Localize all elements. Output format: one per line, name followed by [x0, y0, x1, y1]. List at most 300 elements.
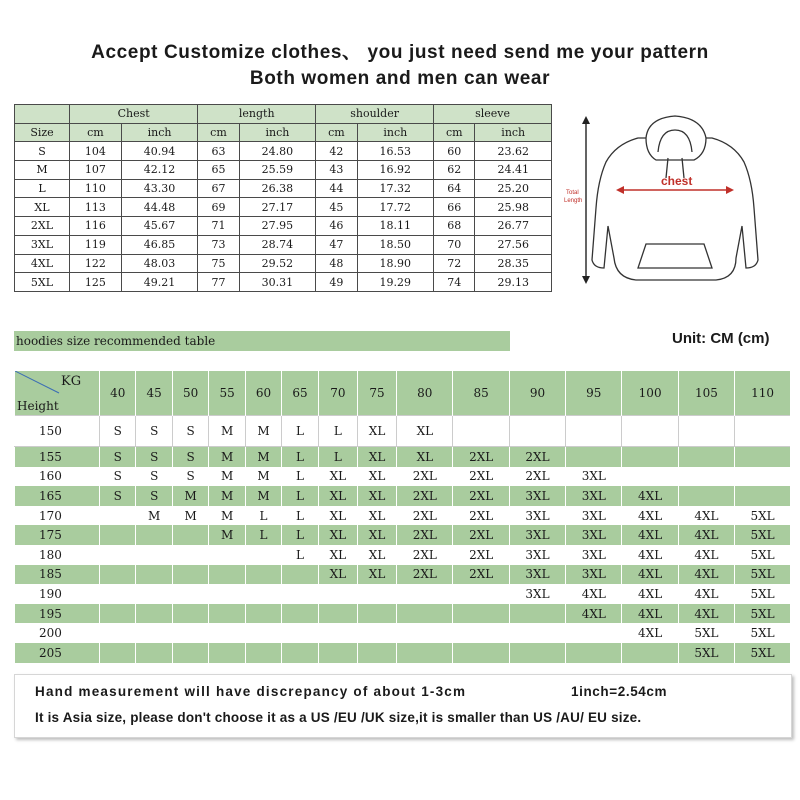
recommend-row	[15, 467, 791, 487]
size-table-row	[15, 161, 552, 180]
measurement-cell: 72	[434, 254, 475, 273]
recommended-size-cell: XL	[318, 467, 357, 487]
measurement-cell: 107	[70, 161, 122, 180]
chest-label: chest	[661, 174, 693, 188]
total-length-label: Total	[566, 190, 579, 196]
recommended-size-cell	[318, 623, 357, 643]
recommended-size-cell: 2XL	[397, 486, 453, 506]
recommended-size-cell	[100, 565, 136, 585]
recommended-size-cell	[209, 623, 245, 643]
recommended-size-cell	[509, 416, 565, 447]
unit-header: inch	[475, 123, 552, 142]
size-table-row	[15, 273, 552, 292]
measurement-cell: 27.56	[475, 235, 552, 254]
weight-header-cell: 85	[453, 371, 509, 416]
size-table-row	[15, 217, 552, 236]
measurement-cell: 28.74	[239, 235, 315, 254]
size-cell: L	[15, 179, 70, 198]
recommended-size-cell: M	[136, 506, 172, 526]
recommended-size-cell: 4XL	[622, 623, 678, 643]
measurement-cell: 68	[434, 217, 475, 236]
recommended-size-cell	[282, 604, 318, 624]
recommended-size-cell: XL	[357, 525, 396, 545]
header-line-1: Accept Customize clothes、 you just need send me your pattern	[91, 42, 709, 63]
measurement-cell: 49.21	[121, 273, 197, 292]
hoodie-diagram	[556, 108, 788, 288]
recommended-size-cell	[172, 525, 208, 545]
measurement-cell: 69	[198, 198, 239, 217]
recommended-size-cell: 5XL	[735, 584, 790, 604]
recommended-size-cell	[209, 584, 245, 604]
recommended-size-cell	[318, 604, 357, 624]
recommended-size-cell	[678, 416, 734, 447]
recommended-size-cell	[678, 486, 734, 506]
size-cell: 4XL	[15, 254, 70, 273]
recommended-size-cell: S	[172, 416, 208, 447]
recommended-size-cell: L	[318, 416, 357, 447]
unit-header: cm	[316, 123, 357, 142]
recommended-table-body	[15, 371, 791, 663]
measurement-cell: 49	[316, 273, 357, 292]
measurement-cell: 19.29	[357, 273, 433, 292]
recommended-size-cell: M	[209, 506, 245, 526]
height-cell: 160	[15, 467, 100, 487]
recommended-size-cell: 2XL	[453, 506, 509, 526]
recommended-size-cell: 4XL	[678, 604, 734, 624]
measurement-cell: 44	[316, 179, 357, 198]
recommended-size-cell	[318, 643, 357, 663]
recommended-size-cell: 2XL	[509, 447, 565, 467]
measurement-cell: 26.38	[239, 179, 315, 198]
recommended-size-cell: 3XL	[509, 525, 565, 545]
measurement-cell: 74	[434, 273, 475, 292]
recommended-size-cell	[622, 643, 678, 663]
total-length-arrow-icon	[582, 116, 590, 284]
group-header-chest: Chest	[70, 105, 198, 124]
group-header-sleeve: sleeve	[434, 105, 552, 124]
measurement-cell: 63	[198, 142, 239, 161]
recommended-size-cell: 2XL	[397, 525, 453, 545]
recommended-size-cell: 3XL	[566, 525, 622, 545]
recommended-size-cell	[245, 643, 281, 663]
recommended-size-cell	[453, 604, 509, 624]
measurement-cell: 60	[434, 142, 475, 161]
recommended-size-cell: L	[245, 525, 281, 545]
recommended-size-cell	[397, 643, 453, 663]
height-cell: 170	[15, 506, 100, 526]
measurement-cell: 70	[434, 235, 475, 254]
recommended-size-cell: XL	[357, 545, 396, 565]
recommended-size-cell	[209, 545, 245, 565]
recommended-size-cell: L	[282, 447, 318, 467]
recommended-size-cell	[678, 467, 734, 487]
measurement-cell: 42.12	[121, 161, 197, 180]
recommended-size-cell	[357, 584, 396, 604]
recommended-size-cell: XL	[357, 447, 396, 467]
recommended-size-cell	[100, 643, 136, 663]
recommend-row	[15, 643, 791, 663]
recommended-size-cell: 5XL	[735, 565, 790, 585]
recommended-size-cell	[282, 584, 318, 604]
weight-header-cell: 105	[678, 371, 734, 416]
recommended-size-cell: 4XL	[678, 506, 734, 526]
recommended-size-cell: M	[245, 486, 281, 506]
recommended-size-cell	[566, 643, 622, 663]
recommended-size-cell: XL	[318, 506, 357, 526]
recommended-size-cell: 2XL	[397, 565, 453, 585]
measurement-cell: 47	[316, 235, 357, 254]
weight-header-cell: 65	[282, 371, 318, 416]
measurement-cell: 104	[70, 142, 122, 161]
recommended-size-cell: 2XL	[453, 486, 509, 506]
recommended-size-cell: 3XL	[509, 506, 565, 526]
notes-box	[14, 674, 792, 738]
measurement-cell: 65	[198, 161, 239, 180]
recommended-size-cell	[453, 643, 509, 663]
note-line-1: Hand measurement will have discrepancy of about 1-3cm	[35, 684, 467, 699]
recommended-size-cell: XL	[357, 486, 396, 506]
recommended-size-cell	[509, 604, 565, 624]
measurement-cell: 16.92	[357, 161, 433, 180]
recommended-size-cell: XL	[318, 565, 357, 585]
measurement-cell: 25.20	[475, 179, 552, 198]
measurement-cell: 40.94	[121, 142, 197, 161]
recommended-size-cell: XL	[397, 447, 453, 467]
measurement-cell: 18.90	[357, 254, 433, 273]
measurement-cell: 44.48	[121, 198, 197, 217]
measurement-cell: 71	[198, 217, 239, 236]
measurement-cell: 43	[316, 161, 357, 180]
hoodie-icon	[592, 116, 758, 280]
recommended-size-cell: 5XL	[735, 506, 790, 526]
recommended-size-cell: M	[245, 467, 281, 487]
recommended-size-cell: L	[318, 447, 357, 467]
size-cell: M	[15, 161, 70, 180]
recommended-size-cell: 4XL	[622, 506, 678, 526]
recommended-size-cell: L	[282, 467, 318, 487]
recommended-size-cell: M	[209, 467, 245, 487]
measurement-cell: 77	[198, 273, 239, 292]
recommended-size-cell: M	[172, 486, 208, 506]
unit-header: inch	[357, 123, 433, 142]
measurement-cell: 45	[316, 198, 357, 217]
group-header-shoulder: shoulder	[316, 105, 434, 124]
measurement-cell: 29.13	[475, 273, 552, 292]
height-cell: 185	[15, 565, 100, 585]
measurement-cell: 27.17	[239, 198, 315, 217]
recommended-size-cell: 3XL	[566, 545, 622, 565]
measurement-cell: 48.03	[121, 254, 197, 273]
recommended-size-cell	[209, 643, 245, 663]
recommended-size-cell: L	[282, 545, 318, 565]
recommended-size-cell	[735, 486, 790, 506]
size-table-body	[15, 142, 552, 292]
recommended-size-cell	[172, 584, 208, 604]
recommended-size-cell: XL	[318, 486, 357, 506]
recommended-size-cell: L	[282, 506, 318, 526]
recommended-size-cell: S	[100, 486, 136, 506]
recommended-size-cell	[136, 604, 172, 624]
weight-header-cell: 110	[735, 371, 790, 416]
recommended-size-cell	[453, 416, 509, 447]
weight-header-cell: 55	[209, 371, 245, 416]
size-table-row	[15, 235, 552, 254]
recommended-size-cell: S	[172, 467, 208, 487]
recommended-size-cell	[318, 584, 357, 604]
measurement-cell: 30.31	[239, 273, 315, 292]
height-cell: 195	[15, 604, 100, 624]
weight-header-cell: 45	[136, 371, 172, 416]
recommended-size-cell: 4XL	[566, 584, 622, 604]
recommend-table-title: hoodies size recommended table	[14, 331, 510, 351]
recommended-size-cell	[209, 565, 245, 585]
recommended-size-cell: S	[136, 447, 172, 467]
recommended-size-cell: 4XL	[678, 584, 734, 604]
recommended-size-cell: 5XL	[735, 545, 790, 565]
recommended-size-cell	[172, 604, 208, 624]
weight-header-cell: 80	[397, 371, 453, 416]
weight-header-row	[15, 371, 791, 416]
recommended-size-cell: L	[282, 416, 318, 447]
measurement-cell: 43.30	[121, 179, 197, 198]
measurement-cell: 18.50	[357, 235, 433, 254]
size-chart-table	[14, 104, 552, 292]
recommended-size-cell: 3XL	[509, 486, 565, 506]
recommended-size-cell: 4XL	[622, 565, 678, 585]
recommended-size-cell: 3XL	[566, 467, 622, 487]
recommended-size-cell: 2XL	[509, 467, 565, 487]
measurement-cell: 25.59	[239, 161, 315, 180]
size-cell: 5XL	[15, 273, 70, 292]
recommended-size-cell: 2XL	[453, 467, 509, 487]
recommended-size-cell: S	[100, 467, 136, 487]
recommended-size-cell	[245, 623, 281, 643]
recommended-size-cell	[397, 584, 453, 604]
recommended-size-cell	[245, 545, 281, 565]
recommended-size-cell: XL	[357, 416, 396, 447]
recommended-size-cell	[245, 584, 281, 604]
recommended-size-cell	[282, 623, 318, 643]
measurement-cell: 28.35	[475, 254, 552, 273]
recommended-size-cell: 2XL	[453, 565, 509, 585]
recommended-size-cell	[397, 604, 453, 624]
recommended-size-cell: M	[172, 506, 208, 526]
recommended-size-cell: M	[209, 486, 245, 506]
recommended-size-cell: L	[282, 525, 318, 545]
recommended-size-cell: 3XL	[566, 486, 622, 506]
recommended-size-cell	[735, 416, 790, 447]
recommended-size-cell	[136, 525, 172, 545]
recommended-size-cell: XL	[397, 416, 453, 447]
measurement-cell: 46.85	[121, 235, 197, 254]
recommended-size-cell: 3XL	[509, 545, 565, 565]
recommended-size-cell: 4XL	[566, 604, 622, 624]
recommended-size-cell	[136, 623, 172, 643]
recommend-row	[15, 623, 791, 643]
recommended-size-cell	[453, 623, 509, 643]
recommended-size-cell	[100, 525, 136, 545]
recommended-size-cell	[100, 623, 136, 643]
recommended-size-cell	[357, 623, 396, 643]
recommended-size-cell: 4XL	[678, 545, 734, 565]
recommended-size-cell	[622, 447, 678, 467]
weight-header-cell: 40	[100, 371, 136, 416]
measurement-cell: 116	[70, 217, 122, 236]
recommended-size-cell	[245, 604, 281, 624]
recommended-size-cell	[678, 447, 734, 467]
recommended-size-cell: 4XL	[622, 486, 678, 506]
recommended-size-cell	[100, 545, 136, 565]
weight-header-cell: 70	[318, 371, 357, 416]
recommended-size-cell: M	[245, 447, 281, 467]
recommended-size-cell: S	[100, 416, 136, 447]
height-cell: 175	[15, 525, 100, 545]
measurement-cell: 26.77	[475, 217, 552, 236]
recommended-size-cell	[735, 467, 790, 487]
recommended-size-cell	[136, 565, 172, 585]
measurement-cell: 27.95	[239, 217, 315, 236]
unit-header: inch	[121, 123, 197, 142]
recommended-size-cell: 2XL	[397, 506, 453, 526]
measurement-cell: 17.72	[357, 198, 433, 217]
size-cell: S	[15, 142, 70, 161]
recommended-size-cell: 3XL	[509, 584, 565, 604]
measurement-cell: 18.11	[357, 217, 433, 236]
measurement-cell: 23.62	[475, 142, 552, 161]
recommended-size-cell: 2XL	[453, 525, 509, 545]
size-table-row	[15, 198, 552, 217]
measurement-cell: 110	[70, 179, 122, 198]
recommended-size-cell	[566, 416, 622, 447]
measurement-cell: 62	[434, 161, 475, 180]
measurement-cell: 16.53	[357, 142, 433, 161]
recommended-size-cell: L	[245, 506, 281, 526]
recommended-size-cell	[172, 565, 208, 585]
recommended-size-cell: 4XL	[678, 565, 734, 585]
measurement-cell: 75	[198, 254, 239, 273]
recommended-size-cell: S	[100, 447, 136, 467]
recommended-size-cell	[453, 584, 509, 604]
measurement-cell: 66	[434, 198, 475, 217]
recommended-size-cell: XL	[318, 525, 357, 545]
kg-label: KG	[61, 374, 82, 389]
weight-header-cell: 60	[245, 371, 281, 416]
recommended-size-cell: 2XL	[397, 545, 453, 565]
size-table-row	[15, 254, 552, 273]
recommended-size-cell: XL	[357, 506, 396, 526]
height-cell: 180	[15, 545, 100, 565]
measurement-cell: 29.52	[239, 254, 315, 273]
recommended-size-cell	[282, 643, 318, 663]
recommended-size-cell: 2XL	[453, 545, 509, 565]
recommended-size-cell: 5XL	[735, 525, 790, 545]
recommended-size-cell	[622, 416, 678, 447]
recommended-size-cell	[136, 584, 172, 604]
recommended-size-cell	[136, 545, 172, 565]
unit-header: inch	[239, 123, 315, 142]
size-table-row	[15, 142, 552, 161]
recommended-size-cell	[357, 604, 396, 624]
recommended-size-cell	[282, 565, 318, 585]
recommended-size-cell	[357, 643, 396, 663]
size-column-header: Size	[15, 123, 70, 142]
recommended-size-cell: 4XL	[622, 545, 678, 565]
group-header-length: length	[198, 105, 316, 124]
measurement-cell: 24.80	[239, 142, 315, 161]
recommend-row	[15, 416, 791, 447]
size-cell: XL	[15, 198, 70, 217]
recommended-size-cell: 5XL	[678, 643, 734, 663]
size-table-unit-row	[15, 123, 552, 142]
recommended-size-cell	[100, 506, 136, 526]
recommended-size-cell: XL	[357, 565, 396, 585]
recommended-size-cell: 5XL	[735, 604, 790, 624]
height-cell: 200	[15, 623, 100, 643]
page-header	[0, 40, 800, 92]
recommended-size-cell: S	[136, 416, 172, 447]
recommended-size-cell: L	[282, 486, 318, 506]
recommended-size-table	[14, 371, 790, 663]
recommended-size-cell: M	[209, 416, 245, 447]
weight-header-cell: 95	[566, 371, 622, 416]
measurement-cell: 25.98	[475, 198, 552, 217]
note-conversion: 1inch=2.54cm	[571, 684, 668, 699]
recommended-size-cell: XL	[357, 467, 396, 487]
corner-cell	[15, 105, 70, 124]
recommend-row	[15, 604, 791, 624]
recommended-size-cell	[172, 623, 208, 643]
height-cell: 165	[15, 486, 100, 506]
unit-header: cm	[70, 123, 122, 142]
weight-header-cell: 100	[622, 371, 678, 416]
total-length-label-2: Length	[564, 198, 583, 204]
unit-header: cm	[198, 123, 239, 142]
size-cell: 3XL	[15, 235, 70, 254]
recommended-size-cell: 4XL	[622, 525, 678, 545]
note-line-2: It is Asia size, please don't choose it as a US /EU /UK size,it is smaller than US /AU/ EU size.	[35, 710, 642, 725]
measurement-cell: 122	[70, 254, 122, 273]
recommended-size-cell: 5XL	[735, 623, 790, 643]
recommended-size-cell: 3XL	[566, 565, 622, 585]
unit-header: cm	[434, 123, 475, 142]
recommend-row	[15, 525, 791, 545]
recommended-size-cell	[735, 447, 790, 467]
recommended-size-cell: M	[209, 525, 245, 545]
weight-header-cell: 75	[357, 371, 396, 416]
height-cell: 205	[15, 643, 100, 663]
measurement-cell: 45.67	[121, 217, 197, 236]
measurement-cell: 46	[316, 217, 357, 236]
recommended-size-cell: 5XL	[678, 623, 734, 643]
recommended-size-cell	[566, 623, 622, 643]
recommended-size-cell	[100, 604, 136, 624]
recommend-row	[15, 584, 791, 604]
recommend-row	[15, 506, 791, 526]
recommend-row	[15, 447, 791, 467]
measurement-cell: 17.32	[357, 179, 433, 198]
recommended-size-cell	[245, 565, 281, 585]
height-cell: 150	[15, 416, 100, 447]
recommended-size-cell: 4XL	[622, 584, 678, 604]
height-cell: 155	[15, 447, 100, 467]
recommend-row	[15, 565, 791, 585]
measurement-cell: 24.41	[475, 161, 552, 180]
size-cell: 2XL	[15, 217, 70, 236]
recommended-size-cell	[172, 643, 208, 663]
recommended-size-cell: S	[172, 447, 208, 467]
recommended-size-cell	[566, 447, 622, 467]
measurement-cell: 67	[198, 179, 239, 198]
